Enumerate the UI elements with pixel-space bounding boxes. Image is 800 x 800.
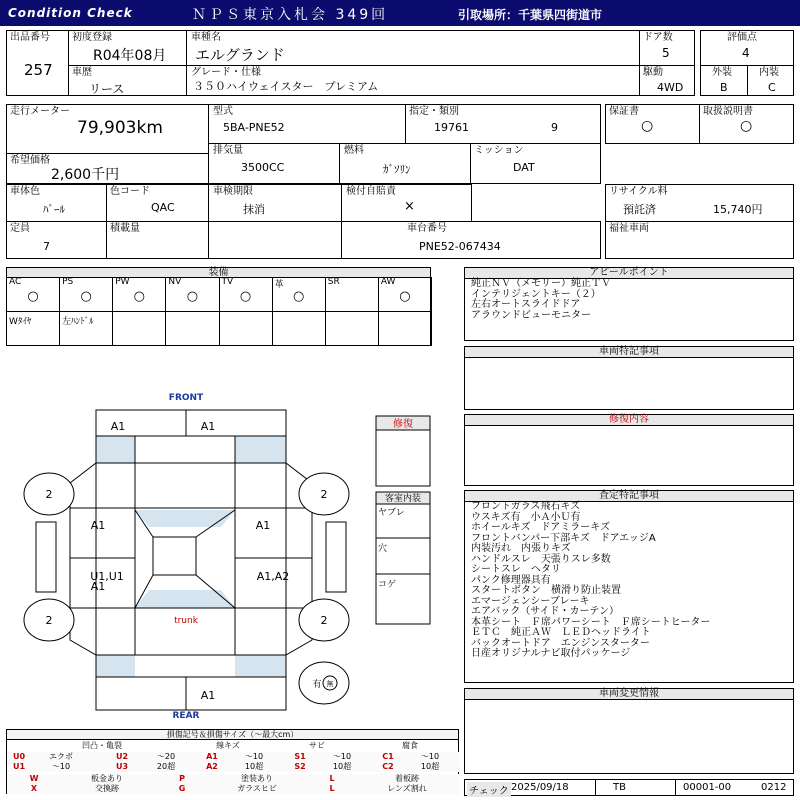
tyre-rear-left: 2 (45, 614, 53, 627)
recycle-cell (605, 184, 794, 222)
banner-left: Condition Check (8, 6, 133, 20)
legend-title: 損傷記号＆損傷サイズ（～最大cm） (7, 730, 458, 740)
interior-tear: ヤブレ (378, 508, 405, 518)
note-line: 左右オートスライドドア (471, 299, 581, 310)
legend-cell: S2 (294, 762, 306, 771)
legend-cell: 10超 (332, 762, 352, 771)
legend-cell: 10超 (244, 762, 264, 771)
chassis-value: PNE52-067434 (419, 240, 501, 253)
hist-value: リース (89, 82, 125, 96)
equipment-extra (60, 312, 113, 346)
note-line: アラウンドビューモニター (471, 309, 591, 321)
legend-cell: 線キズ (216, 741, 240, 750)
int-value: C (768, 81, 776, 94)
legend-cell: L (329, 774, 335, 783)
note-line: フロントバンパー下部キズ ドアエッジA (471, 532, 656, 544)
legend-cell: X (30, 784, 38, 793)
damage-legend (6, 729, 459, 794)
color-code-value: QAC (151, 201, 175, 214)
equipment-aw (379, 277, 432, 312)
mark-left-rear-door-1: U1,U1 (90, 570, 124, 583)
equipment-tv (220, 277, 273, 312)
score-label: 評価点 (727, 32, 757, 43)
vehicle-change-title: 車両変更情報 (465, 689, 793, 700)
capacity-value: 7 (43, 240, 50, 253)
repair-content-panel (464, 414, 794, 486)
displacement-value: 3500CC (241, 161, 285, 174)
liability-value: × (404, 199, 415, 214)
fuel-cell (339, 143, 471, 184)
fuel-value: ｶﾞｿﾘﾝ (383, 163, 411, 176)
equipment-革 (273, 277, 326, 312)
equipment-extra (379, 312, 432, 346)
legend-cell: U0 (12, 752, 26, 761)
desig-cell (405, 104, 601, 144)
equipment-nv (166, 277, 219, 312)
equipment-sr (326, 277, 379, 312)
lot-value: 257 (24, 61, 53, 79)
equipment-label: NV (168, 277, 182, 287)
liability-cell (341, 184, 472, 222)
legend-cell: レンズ割れ (387, 784, 427, 793)
legend-row (7, 741, 460, 751)
model-label: 型式 (213, 106, 233, 117)
odo-value: 79,903km (77, 118, 163, 138)
note-line: バックオートドア エンジンスターター (471, 637, 650, 649)
fuel-label: 燃料 (344, 145, 364, 156)
trunk-label: trunk (174, 616, 198, 626)
chassis-label: 車台番号 (407, 223, 447, 234)
legend-cell: ～20 (156, 752, 176, 761)
check-tb: TB (613, 782, 626, 793)
banner-center: ＮＰＳ東京入札会 349回 (192, 7, 389, 23)
manual-value: ○ (740, 118, 753, 134)
equipment-label: 革 (274, 280, 284, 290)
note-line: パンク修理器具有 (471, 574, 551, 586)
appeal-lines (465, 279, 793, 321)
note-line: ＥＴＣ 純正ＡＷ ＬＥＤヘッドライト (471, 627, 651, 638)
legend-cell: 塗装あり (241, 774, 273, 783)
chassis-cell (341, 221, 601, 259)
manual-cell (699, 104, 794, 144)
note-line: 本革シート Ｆ席パワーシート Ｆ席シートヒーター (471, 616, 711, 628)
name-value: エルグランド (195, 46, 285, 64)
interior-title: 客室内装 (384, 494, 422, 504)
grade-cell (186, 65, 640, 96)
legend-cell: S1 (294, 752, 306, 761)
legend-cell: A2 (206, 762, 218, 771)
note-line: 内装汚れ 内張りキズ (471, 543, 571, 554)
legend-cell: 10超 (420, 762, 440, 771)
warranty-value: ○ (641, 118, 654, 134)
special-notes-panel (464, 346, 794, 410)
equipment-label: PS (62, 277, 74, 287)
displacement-cell (208, 143, 340, 184)
legend-cell: 腐食 (402, 741, 418, 750)
hist-cell (68, 65, 187, 96)
recycle-status: 預託済 (623, 203, 656, 216)
inspection-expiry-value: 抹消 (243, 203, 265, 216)
car-damage-diagram (0, 385, 460, 725)
legend-cell: U3 (115, 762, 129, 771)
price-value: 2,600千円 (51, 167, 120, 183)
lot-cell (6, 30, 69, 96)
equipment-value: ○ (27, 289, 39, 304)
model-value: 5BA-PNE52 (223, 121, 285, 134)
spare-tyre-label: 有 (312, 680, 322, 690)
transmission-cell (470, 143, 601, 184)
warranty-label: 保証書 (609, 106, 639, 117)
equipment-ps (60, 277, 113, 312)
interior-hole: 穴 (378, 544, 388, 554)
name-label: 車種名 (191, 32, 221, 43)
legend-cell: ～10 (420, 752, 440, 761)
note-line: ハンドルスレ 天張りスレ多数 (471, 553, 611, 565)
legend-cell: ～10 (332, 752, 352, 761)
legend-cell: C2 (382, 762, 394, 771)
inspection-lines (465, 502, 793, 660)
legend-cell: 板金あり (91, 774, 123, 783)
note-line: スタートボタン 横滑り防止装置 (471, 585, 621, 596)
equipment-label: TV (221, 277, 234, 287)
int-cell (747, 65, 794, 96)
vehicle-change-panel (464, 688, 794, 774)
equipment-pw (113, 277, 166, 312)
door-value: 5 (662, 46, 670, 60)
odo-label: 走行メーター (10, 106, 70, 117)
note-line: エマージェンシーブレーキ (471, 595, 590, 607)
note-line: シートスレ ヘタリ (471, 564, 561, 575)
warranty-cell (605, 104, 700, 144)
displacement-label: 排気量 (213, 145, 243, 156)
equipment-extra (7, 312, 60, 346)
legend-cell: W (29, 774, 39, 783)
legend-row (7, 762, 460, 772)
grade-label: グレード・仕様 (191, 67, 261, 78)
score-cell (700, 30, 794, 66)
legend-cell: 20超 (156, 762, 176, 771)
inspection-notes-title: 査定特記事項 (465, 491, 793, 502)
odo-cell (6, 104, 209, 154)
tyre-front-right: 2 (320, 488, 328, 501)
mark-left-front-door: A1 (90, 519, 106, 532)
appeal-panel (464, 267, 794, 341)
legend-cell: L (329, 784, 335, 793)
inspection-expiry-label: 車検期限 (213, 186, 253, 197)
color-value: ﾊﾟｰﾙ (43, 203, 65, 216)
load-cell (106, 221, 209, 259)
note-line: インテリジェントキー（２） (471, 288, 601, 300)
legend-cell: C1 (382, 752, 394, 761)
equipment-grid (6, 277, 431, 346)
legend-cell: 着板跡 (395, 774, 419, 783)
header-banner (0, 0, 800, 26)
welfare-label: 福祉車両 (609, 223, 649, 234)
recycle-label: リサイクル料 (609, 186, 668, 197)
reg-cell (68, 30, 187, 66)
mark-right-front-door: A1 (255, 519, 271, 532)
recycle-amount: 15,740円 (713, 203, 763, 216)
equipment-extra-label: Wﾀｲﾔ (9, 317, 32, 327)
legend-cell: エクボ (49, 752, 73, 761)
note-line: エアバック（サイド・カーテン） (471, 606, 619, 617)
capacity-cell (6, 221, 107, 259)
front-label: FRONT (168, 393, 204, 403)
equipment-title: 装備 (6, 267, 431, 278)
equipment-value: ○ (239, 289, 252, 304)
price-cell (6, 153, 209, 184)
color-code-cell (106, 184, 209, 222)
banner-right: 引取場所：千葉県四街道市 (458, 8, 603, 22)
appeal-title: アピールポイント (465, 268, 793, 279)
transmission-label: ミッション (474, 145, 524, 156)
mark-left-rear-door-2: A1 (90, 580, 106, 593)
liability-label: 検付自賠責 (346, 186, 396, 197)
note-line: ホイールキズ ドアミラーキズ (471, 522, 611, 533)
price-label: 希望価格 (10, 155, 50, 166)
equipment-label: AC (9, 277, 22, 287)
drive-label: 駆動 (643, 67, 663, 78)
name-cell (186, 30, 640, 66)
ext-label: 外装 (712, 67, 732, 78)
repair-content-title: 修復内容 (465, 415, 793, 426)
load-label: 積載量 (110, 223, 140, 234)
hist-label: 車歴 (72, 67, 92, 78)
lot-label: 出品番号 (10, 32, 50, 43)
tyre-front-left: 2 (45, 488, 53, 501)
legend-row (7, 752, 460, 762)
check-label: チェック (467, 782, 511, 797)
model-cell (208, 104, 406, 144)
welfare-cell (605, 221, 794, 259)
legend-row (7, 774, 460, 784)
int-label: 内装 (759, 67, 779, 78)
note-line: 日産オリジナルナビ取付パッケージ (471, 648, 631, 659)
check-date: 2025/09/18 (511, 782, 569, 793)
legend-cell: サビ (309, 741, 325, 750)
blank-cell (208, 221, 342, 259)
mark-hood-left: A1 (110, 420, 126, 433)
desig-value-2: 9 (551, 121, 558, 134)
ext-cell (700, 65, 748, 96)
legend-cell: ～10 (244, 752, 264, 761)
note-line: フロントガラス飛石キズ (471, 501, 581, 512)
legend-cell: 交換跡 (95, 784, 119, 793)
reg-label: 初度登録 (72, 32, 112, 43)
transmission-value: DAT (513, 161, 535, 174)
legend-row (7, 784, 460, 794)
equipment-value: ○ (399, 289, 411, 304)
interior-burn: コゲ (378, 580, 397, 590)
rear-label: REAR (172, 711, 200, 721)
grade-value: ３５０ハイウェイスター プレミアム (193, 80, 379, 93)
legend-cell: ガラスヒビ (237, 784, 277, 793)
mark-rear-bumper: A1 (200, 689, 216, 702)
mark-right-rear-door: A1,A2 (256, 570, 290, 583)
color-code-label: 色コード (110, 186, 150, 197)
note-line: 純正ＮＶ（メモリー）純正ＴＶ (471, 278, 611, 289)
mark-hood-right: A1 (200, 420, 216, 433)
legend-cell: ～10 (51, 762, 71, 771)
equipment-label: AW (380, 277, 396, 287)
color-cell (6, 184, 107, 222)
color-label: 車体色 (10, 186, 40, 197)
equipment-ac (7, 277, 60, 312)
equipment-extra (166, 312, 219, 346)
equipment-extra-label: 左ﾊﾝﾄﾞﾙ (62, 317, 94, 327)
reg-value: R04年08月 (93, 48, 167, 64)
desig-label: 指定・類別 (409, 106, 459, 117)
equipment-label: PW (115, 277, 130, 287)
score-value: 4 (742, 46, 750, 60)
drive-cell (639, 65, 695, 96)
special-notes-title: 車両特記事項 (465, 347, 793, 358)
door-cell (639, 30, 695, 66)
footer-bar (464, 779, 794, 796)
equipment-value: ○ (293, 289, 305, 304)
legend-cell: P (179, 774, 185, 783)
check-num: 0212 (761, 782, 787, 793)
ext-value: B (720, 81, 728, 94)
inspection-notes-panel (464, 490, 794, 683)
check-code: 00001-00 (683, 782, 732, 793)
equipment-value: ○ (133, 289, 145, 304)
desig-value-1: 19761 (434, 121, 469, 134)
inspection-expiry-cell (208, 184, 342, 222)
tyre-rear-right: 2 (320, 614, 328, 627)
capacity-label: 定員 (10, 223, 30, 234)
legend-cell: G (178, 784, 186, 793)
note-line: ウスキズ有 小Ａ小Ｕ有 (471, 511, 581, 523)
equipment-value: ○ (80, 289, 92, 304)
equipment-extra (113, 312, 166, 346)
spare-tyre-mark: 無 (326, 680, 334, 688)
repair-title: 修復 (393, 419, 413, 430)
legend-cell: U2 (115, 752, 129, 761)
equipment-value: ○ (186, 289, 199, 304)
equipment-extra (273, 312, 326, 346)
equipment-extra (220, 312, 273, 346)
drive-value: 4WD (657, 81, 684, 94)
legend-cell: 凹凸・亀裂 (82, 741, 122, 750)
legend-cell: U1 (12, 762, 26, 771)
equipment-label: SR (327, 277, 340, 287)
equipment-extra (326, 312, 379, 346)
legend-cell: A1 (206, 752, 218, 761)
manual-label: 取扱説明書 (703, 106, 753, 117)
door-label: ドア数 (643, 32, 673, 43)
